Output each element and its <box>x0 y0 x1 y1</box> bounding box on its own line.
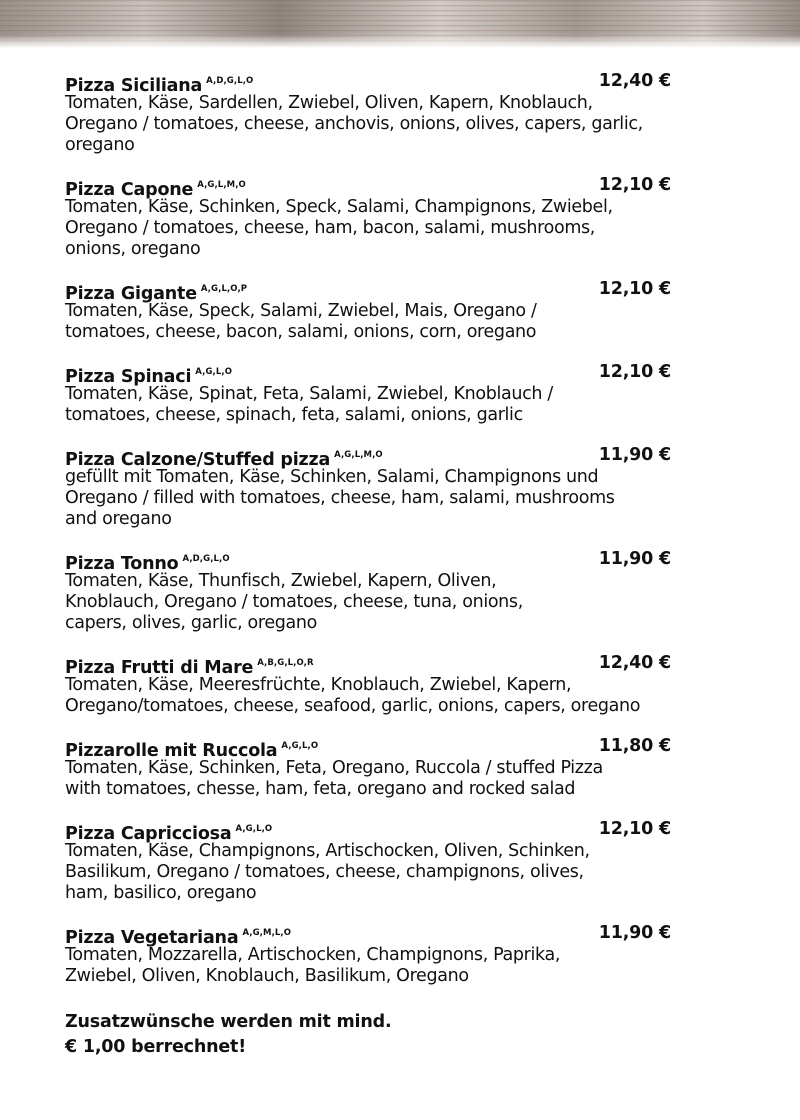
menu-item-header <box>65 174 725 200</box>
menu-item-description: gefüllt mit Tomaten, Käse, Schinken, Salami, Champignons und Oregano / filled with tomatoes, cheese, ham, salami, mushrooms and oregano <box>65 467 615 529</box>
menu-item-siciliana <box>65 70 725 156</box>
allergen-codes: A,G,L,M,O <box>334 450 383 460</box>
menu-item-price: 11,90 € <box>598 549 671 569</box>
menu-item-name: Pizza Spinaci <box>65 367 192 387</box>
menu-item-name: Pizza Frutti di Mare <box>65 658 254 678</box>
menu-item-capone <box>65 174 725 260</box>
menu-item-description: Tomaten, Käse, Schinken, Feta, Oregano, Ruccola / stuffed Pizza with tomatoes, chesse, ham, feta, oregano and rocked salad <box>65 758 603 799</box>
menu-item-price: 12,40 € <box>598 71 671 91</box>
allergen-codes: A,D,G,L,O <box>182 554 230 564</box>
allergen-codes: A,G,L,O <box>235 824 273 834</box>
menu-item-price: 12,10 € <box>598 819 671 839</box>
menu-item-header <box>65 548 725 574</box>
allergen-codes: A,G,L,O <box>195 367 233 377</box>
menu-item-description: Tomaten, Käse, Thunfisch, Zwiebel, Kapern, Oliven, Knoblauch, Oregano / tomatoes, cheese, tuna, onions, capers, olives, garlic, oregano <box>65 571 523 633</box>
menu-item-description: Tomaten, Käse, Schinken, Speck, Salami, Champignons, Zwiebel, Oregano / tomatoes, cheese, ham, bacon, salami, mushrooms, onions, oregano <box>65 197 613 259</box>
menu-item-name: Pizza Calzone/Stuffed pizza <box>65 450 331 470</box>
menu-item-price: 12,40 € <box>598 653 671 673</box>
menu-item-name: Pizza Vegetariana <box>65 928 239 948</box>
menu-item-calzone <box>65 444 725 530</box>
menu-item-spinaci <box>65 361 725 426</box>
allergen-codes: A,G,M,L,O <box>242 928 292 938</box>
pizza-menu-list <box>65 70 725 1005</box>
menu-item-tonno <box>65 548 725 634</box>
menu-item-price: 11,80 € <box>598 736 671 756</box>
allergen-codes: A,G,L,M,O <box>197 180 246 190</box>
allergen-codes: A,B,G,L,O,R <box>257 658 314 668</box>
menu-item-name: Pizza Capricciosa <box>65 824 232 844</box>
menu-item-price: 12,10 € <box>598 362 671 382</box>
extra-requests-note: Zusatzwünsche werden mit mind. € 1,00 berrechnet! <box>65 1012 392 1057</box>
menu-item-capricciosa <box>65 818 725 904</box>
menu-item-description: Tomaten, Käse, Sardellen, Zwiebel, Oliven, Kapern, Knoblauch, Oregano / tomatoes, cheese, anchovis, onions, olives, capers, garlic, oregano <box>65 93 643 155</box>
menu-item-name: Pizza Tonno <box>65 554 179 574</box>
allergen-codes: A,D,G,L,O <box>206 76 254 86</box>
menu-item-header <box>65 70 725 96</box>
menu-item-price: 11,90 € <box>598 923 671 943</box>
menu-item-description: Tomaten, Käse, Champignons, Artischocken, Oliven, Schinken, Basilikum, Oregano / tomatoes, cheese, champignons, olives, ham, basilico, oregano <box>65 841 590 903</box>
menu-item-gigante <box>65 278 725 343</box>
menu-item-price: 11,90 € <box>598 445 671 465</box>
menu-item-vegetariana <box>65 922 725 987</box>
menu-item-description: Tomaten, Käse, Meeresfrüchte, Knoblauch, Zwiebel, Kapern, Oregano/tomatoes, cheese, seafood, garlic, onions, capers, oregano <box>65 675 641 716</box>
menu-item-name: Pizza Gigante <box>65 284 197 304</box>
menu-item-price: 12,10 € <box>598 175 671 195</box>
wood-texture-header <box>0 0 800 48</box>
menu-item-description: Tomaten, Mozzarella, Artischocken, Champignons, Paprika, Zwiebel, Oliven, Knoblauch, Basilikum, Oregano <box>65 945 561 986</box>
menu-item-pizzarolle <box>65 735 725 800</box>
menu-item-name: Pizza Capone <box>65 180 194 200</box>
menu-item-description: Tomaten, Käse, Spinat, Feta, Salami, Zwiebel, Knoblauch / tomatoes, cheese, spinach, feta, salami, onions, garlic <box>65 384 553 425</box>
menu-item-header <box>65 278 725 304</box>
allergen-codes: A,G,L,O <box>281 741 319 751</box>
allergen-codes: A,G,L,O,P <box>200 284 248 294</box>
menu-item-header <box>65 818 725 844</box>
menu-item-header <box>65 735 725 761</box>
menu-item-frutti-di-mare <box>65 652 725 717</box>
menu-item-name: Pizzarolle mit Ruccola <box>65 741 278 761</box>
menu-item-header <box>65 361 725 387</box>
menu-item-price: 12,10 € <box>598 279 671 299</box>
menu-item-description: Tomaten, Käse, Speck, Salami, Zwiebel, Mais, Oregano / tomatoes, cheese, bacon, salami, onions, corn, oregano <box>65 301 537 342</box>
menu-item-header <box>65 922 725 948</box>
menu-item-header <box>65 444 725 470</box>
menu-item-name: Pizza Siciliana <box>65 76 203 96</box>
menu-item-header <box>65 652 725 678</box>
